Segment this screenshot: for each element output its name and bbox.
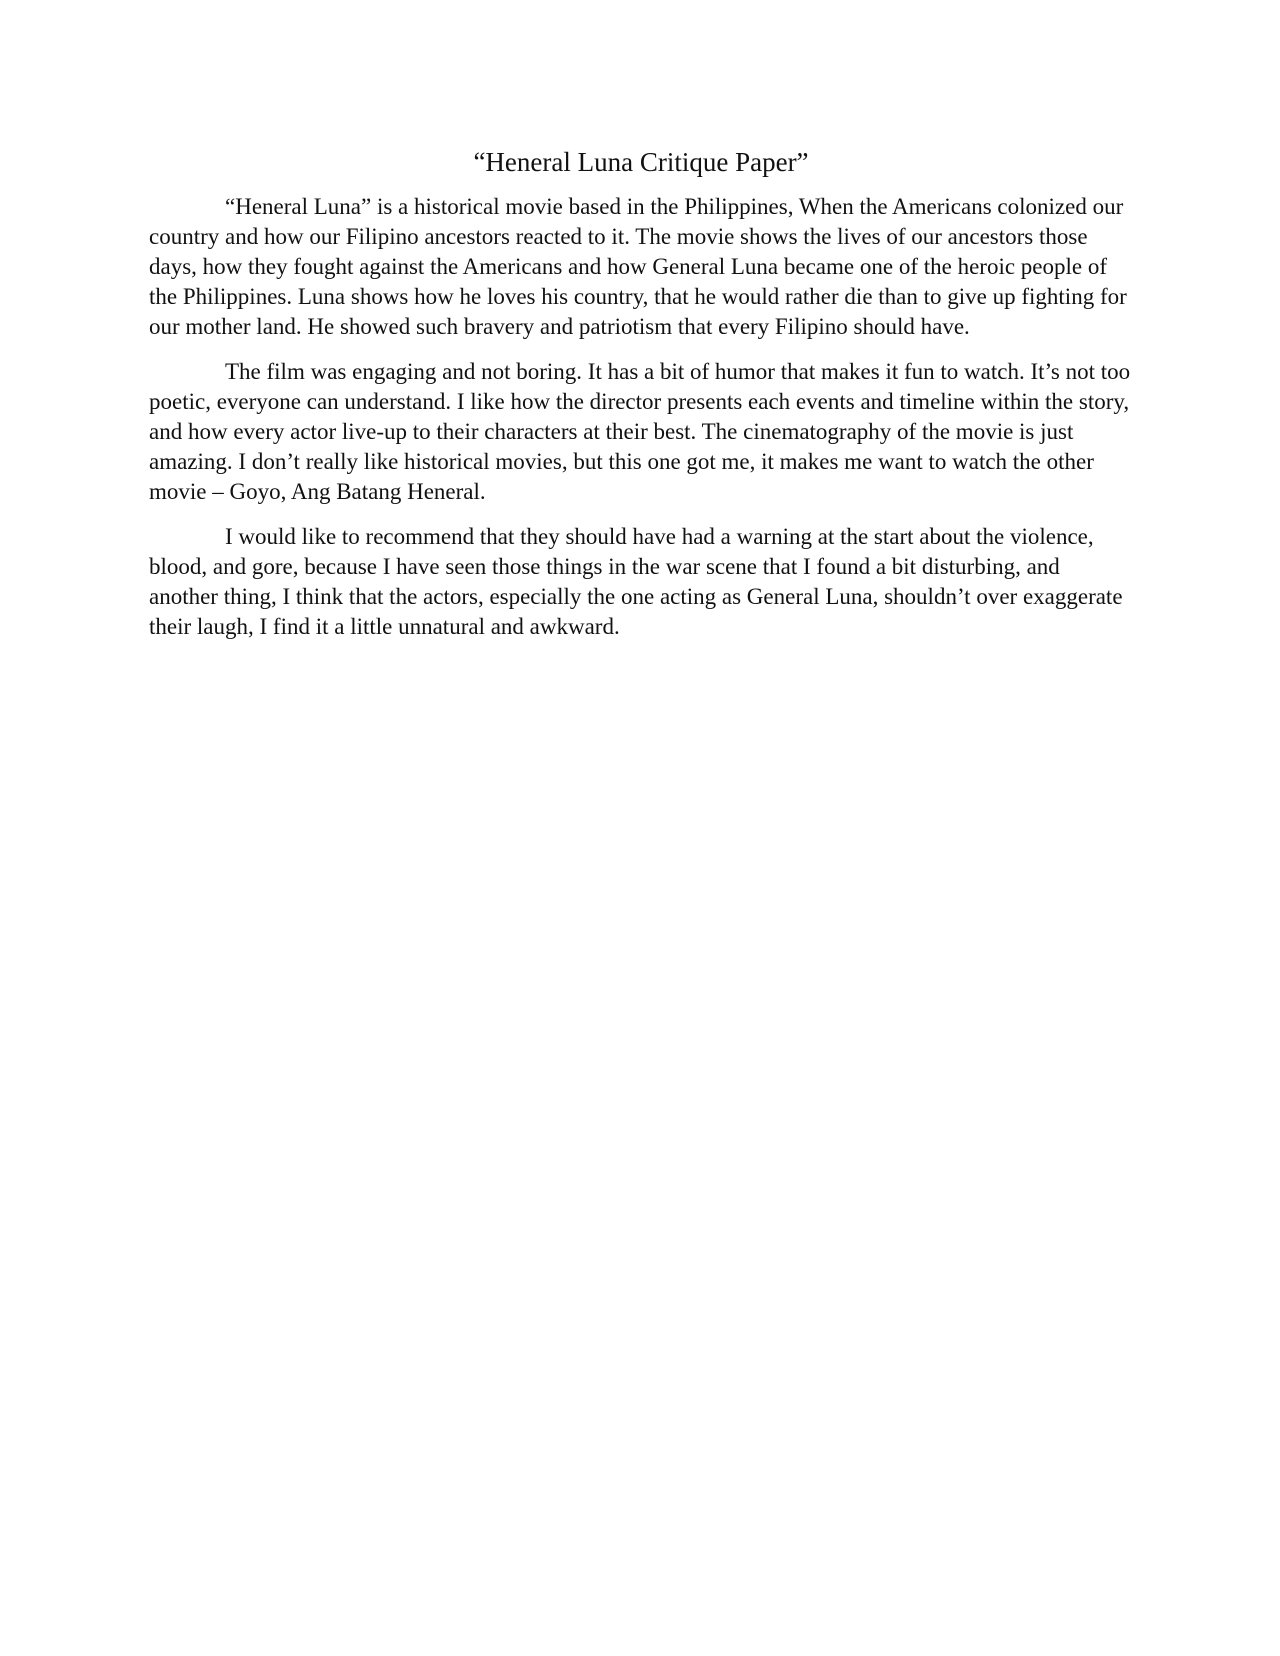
document-body: [149, 138, 1133, 657]
paragraph-3: I would like to recommend that they should have had a warning at the start about the violence, blood, and gore, because I have seen those things in the war scene that I found a bit disturbing, and another thing, I think that the actors, especially the one acting as General Luna, shouldn’t over exaggerate their laugh, I find it a little unnatural and awkward.: [149, 524, 1123, 640]
paragraph-1: “Heneral Luna” is a historical movie based in the Philippines, When the Americans colonized our country and how our Filipino ancestors reacted to it. The movie shows the lives of our ancestors those days, how they fought against the Americans and how General Luna became one of the heroic people of the Philippines. Luna shows how he loves his country, that he would rather die than to give up fighting for our mother land. He showed such bravery and patriotism that every Filipino should have.: [149, 194, 1127, 340]
document-title: “Heneral Luna Critique Paper”: [473, 147, 809, 177]
paragraph-2: The film was engaging and not boring. It has a bit of humor that makes it fun to watch. It’s not too poetic, everyone can understand. I like how the director presents each events and timeline within the story, and how every actor live-up to their characters at their best. The cinematography of the movie is just amazing. I don’t really like historical movies, but this one got me, it makes me want to watch the other movie – Goyo, Ang Batang Heneral.: [149, 359, 1131, 505]
